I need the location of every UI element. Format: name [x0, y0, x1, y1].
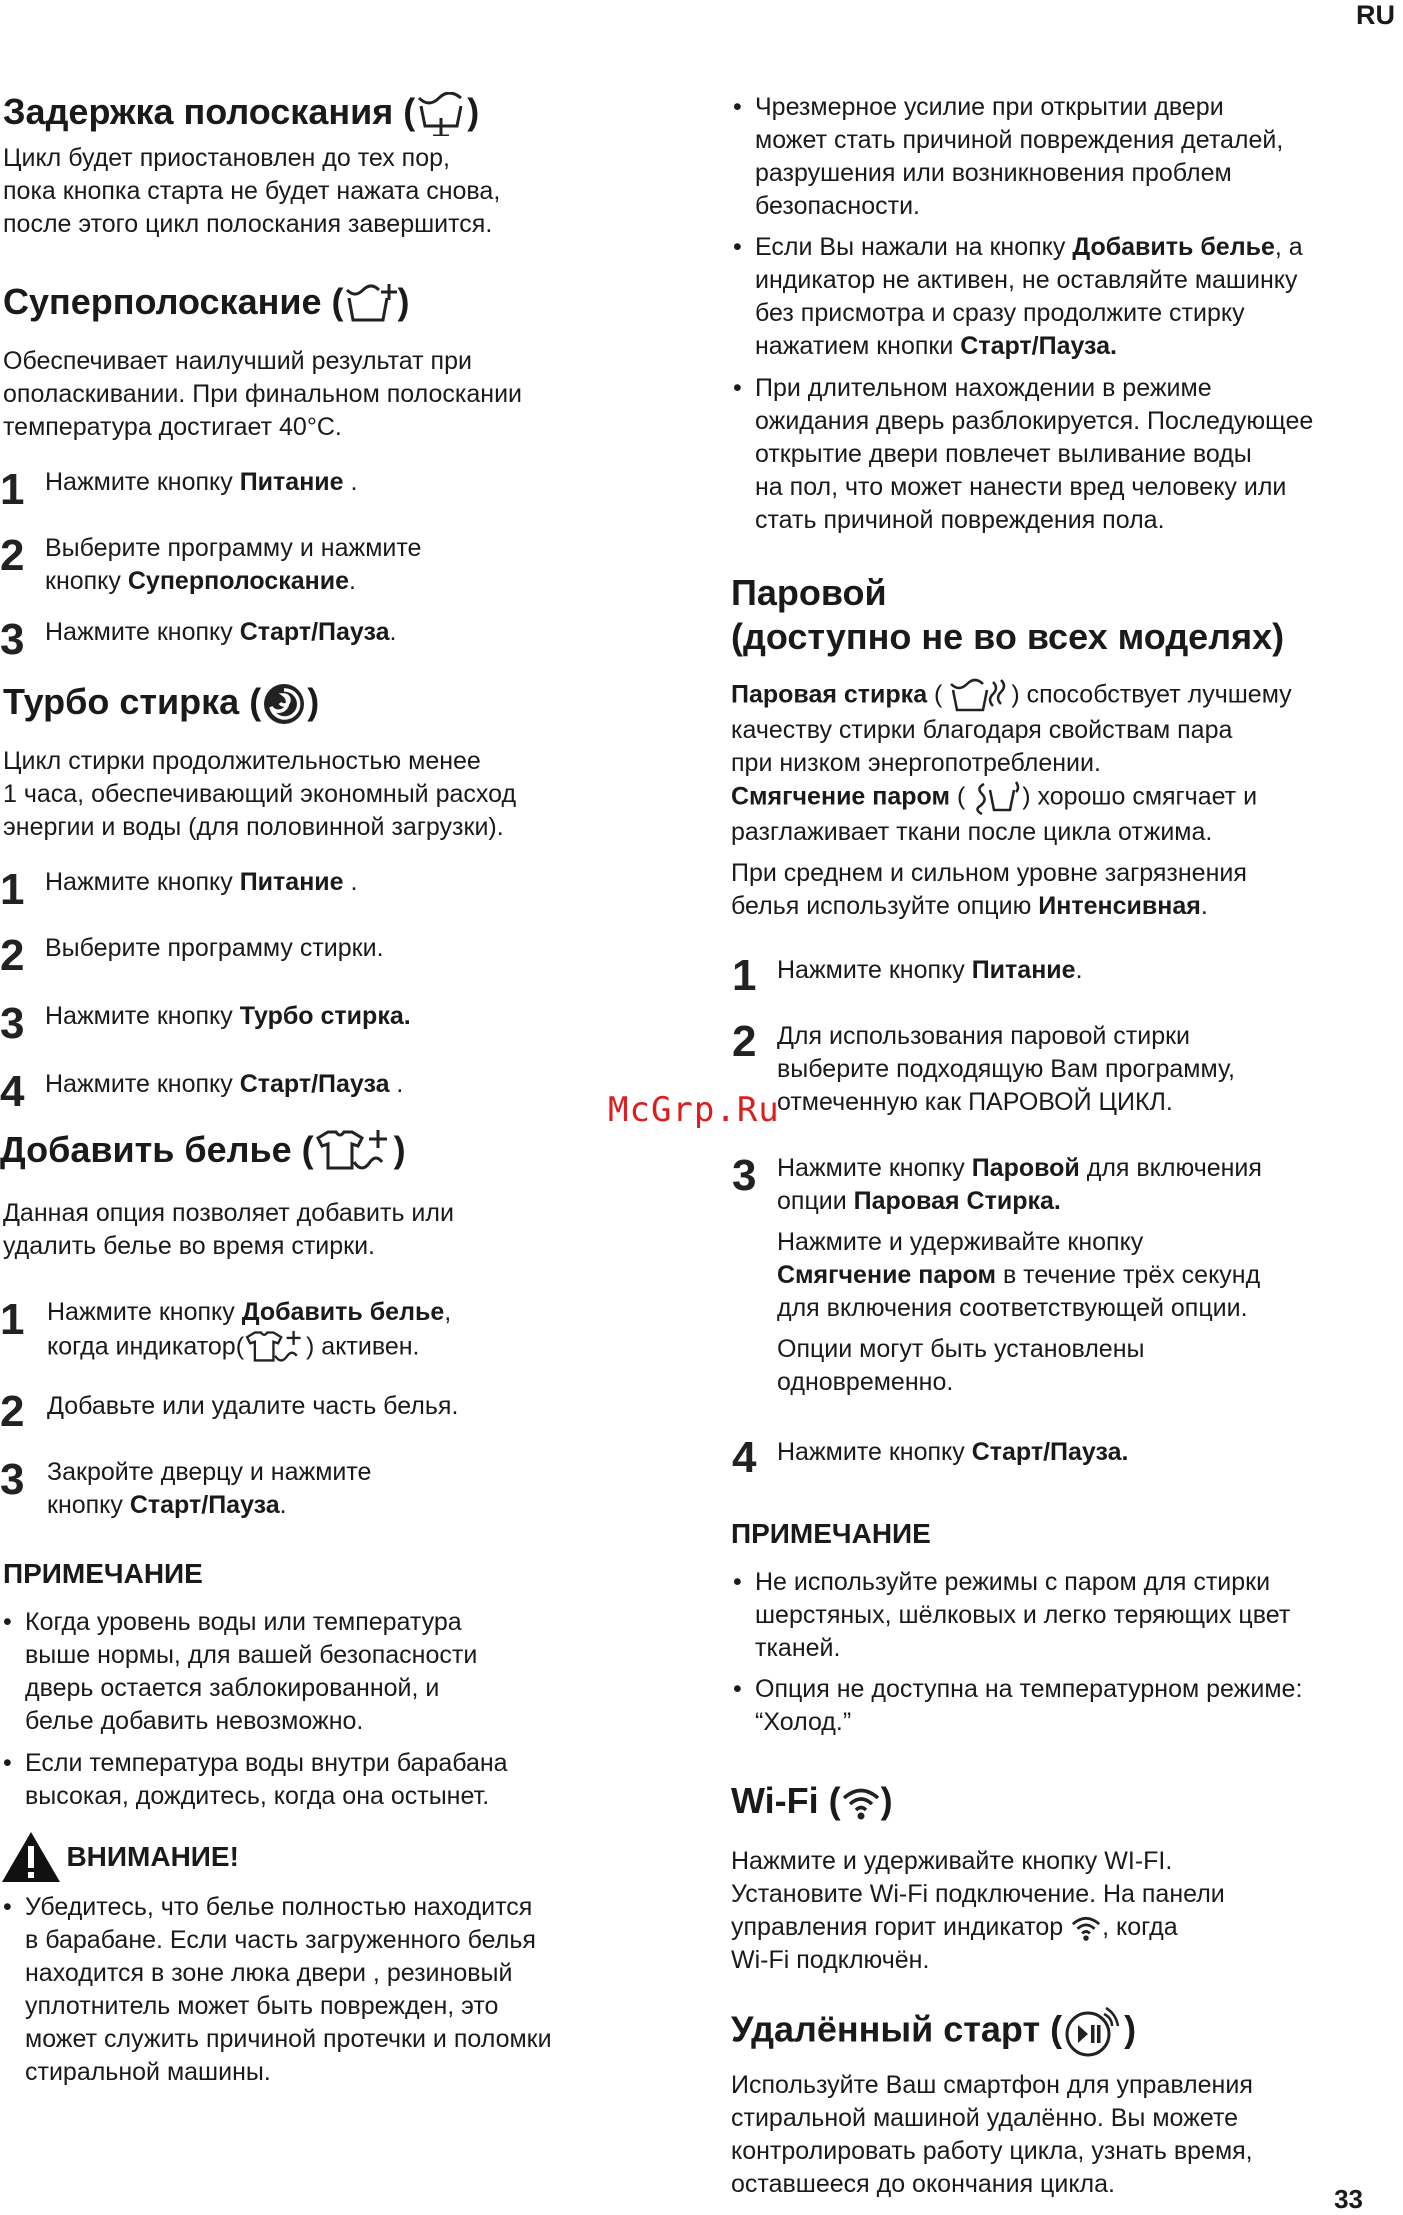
note-item: • Когда уровень воды или температура выше нормы, для вашей безопасности дверь остается заблокированной, и белье добавить невозможно. [1, 1606, 477, 1738]
add-item-icon [314, 1128, 394, 1176]
steam-title: Паровой (доступно не во всех моделях) [731, 572, 1285, 657]
step-text: Для использования паровой стирки выберите подходящую Вам программу, отмеченную как ПАРОВОЙ ЦИКЛ. [777, 1022, 1235, 1116]
step-text: Нажмите кнопку Старт/Пауза . [45, 1070, 404, 1098]
warning-heading: ВНИМАНИЕ! [0, 1830, 239, 1884]
step-number: 4 [0, 1067, 25, 1116]
turbo-wash-title: Турбо стирка ( ) [3, 680, 319, 727]
super-rinse-title: Суперполоскание ( ) [3, 280, 409, 326]
step-number: 4 [732, 1433, 757, 1482]
note-item: • Опция не доступна на температурном режиме: “Холод.” [731, 1673, 1302, 1739]
rinse-hold-title: Задержка полоскания ( ) [3, 90, 479, 136]
step-number: 3 [732, 1151, 757, 1200]
caution-item: • Чрезмерное усилие при открытии двери может стать причиной повреждения деталей, разрушения или возникновения проблем безопасности. [731, 91, 1283, 223]
caution-item: • Если Вы нажали на кнопку Добавить белье, а индикатор не активен, не оставляйте машинку без присмотра и сразу продолжите стирку нажатием кнопки Старт/Пауза. [731, 231, 1303, 363]
step-text: Нажмите кнопку Старт/Пауза. [45, 618, 397, 646]
step-number: 2 [0, 1387, 25, 1436]
step-number: 3 [0, 615, 25, 664]
super-rinse-desc: Обеспечивает наилучший результат при ополаскивании. При финальном полоскании температура достигает 40°С. [3, 347, 522, 441]
step-text: Нажмите кнопку Добавить белье, когда индикатор( ) активен. [47, 1296, 451, 1367]
step-text: Нажмите кнопку Питание . [45, 868, 358, 896]
caution-item: • При длительном нахождении в режиме ожидания дверь разблокируется. Последующее открытие двери повлечет выливание воды на пол, что может нанести вред человеку или стать причиной повреждения пола. [731, 372, 1313, 537]
step-text: Нажмите кнопку Паровой для включения опции Паровая Стирка. Нажмите и удерживайте кнопку Смягчение паром в течение трёх секунд для включения соответствующей опции. Опции могут быть установлены одновременно. [777, 1154, 1262, 1396]
language-label: RU [1356, 0, 1395, 30]
warning-item: • Убедитесь, что белье полностью находится в барабане. Если часть загруженного белья находится в зоне люка двери , резиновый уплотнитель может быть поврежден, это может служить причиной протечки и поломки стиральной машины. [1, 1891, 552, 2089]
remote-start-desc: Используйте Ваш смартфон для управления стиральной машиной удалённо. Вы можете контролировать работу цикла, узнать время, оставшееся до окончания цикла. [731, 2071, 1253, 2198]
wifi-desc: Нажмите и удерживайте кнопку WI-FI. Установите Wi-Fi подключение. На панели управления горит индикатор , когда Wi-Fi подключён. [731, 1847, 1225, 1974]
turbo-wash-desc: Цикл стирки продолжительностью менее 1 часа, обеспечивающий экономный расход энергии и воды (для половинной загрузки). [3, 747, 517, 841]
remote-start-icon [1062, 2004, 1124, 2060]
warning-icon [0, 1830, 62, 1884]
add-item-title: Добавить белье ( ) [0, 1128, 406, 1176]
step-number: 1 [0, 1295, 25, 1344]
step-number: 2 [732, 1017, 757, 1066]
rinse-hold-icon [415, 92, 467, 136]
remote-start-title: Удалённый старт ( ) [731, 2004, 1136, 2060]
note-item: • Не используйте режимы с паром для стирки шерстяных, шёлковых и легко теряющих цвет тканей. [731, 1566, 1290, 1665]
wifi-indicator-icon [1070, 1914, 1102, 1942]
page-number: 33 [1334, 2184, 1363, 2214]
add-item-desc: Данная опция позволяет добавить или удалить белье во время стирки. [3, 1199, 454, 1260]
step-text: Нажмите кнопку Турбо стирка. [45, 1002, 411, 1030]
rinse-hold-desc: Цикл будет приостановлен до тех пор, пока кнопка старта не будет нажата снова, после этого цикл полоскания завершится. [3, 144, 501, 238]
step-number: 3 [0, 1455, 25, 1504]
steam-softener-icon [972, 780, 1022, 816]
watermark: McGrp.Ru [608, 1090, 780, 1130]
step-number: 1 [0, 465, 25, 514]
steam-desc: Паровая стирка ( ) способствует лучшему качеству стирки благодаря свойствам пара при низком энергопотреблении. Смягчение паром ( ) хорошо смягчает и разглаживает ткани после цикла отжима. При среднем и сильном уровне загрязнения белья используйте опцию Интенсивная. [731, 678, 1292, 923]
step-number: 1 [732, 951, 757, 1000]
note-heading: ПРИМЕЧАНИЕ [3, 1558, 203, 1589]
step-text: Закройте дверцу и нажмите кнопку Старт/Пауза. [47, 1458, 372, 1519]
wifi-icon [841, 1785, 881, 1821]
step-text: Нажмите кнопку Питание . [45, 468, 358, 496]
steam-wash-icon [949, 678, 1011, 714]
step-text: Выберите программу стирки. [45, 934, 384, 962]
add-item-indicator-icon [244, 1329, 306, 1367]
step-number: 2 [0, 931, 25, 980]
super-rinse-icon [343, 282, 397, 326]
turbo-wash-icon [261, 681, 307, 727]
wifi-title: Wi-Fi ( ) [731, 1780, 893, 1821]
note-heading: ПРИМЕЧАНИЕ [731, 1518, 931, 1549]
step-number: 1 [0, 865, 25, 914]
note-item: • Если температура воды внутри барабана высокая, дождитесь, когда она остынет. [1, 1747, 508, 1813]
step-text: Добавьте или удалите часть белья. [47, 1392, 459, 1420]
step-text: Нажмите кнопку Питание. [777, 956, 1083, 984]
step-number: 3 [0, 999, 25, 1048]
step-number: 2 [0, 531, 25, 580]
step-text: Нажмите кнопку Старт/Пауза. [777, 1438, 1129, 1466]
step-text: Выберите программу и нажмите кнопку Суперполоскание. [45, 534, 422, 595]
